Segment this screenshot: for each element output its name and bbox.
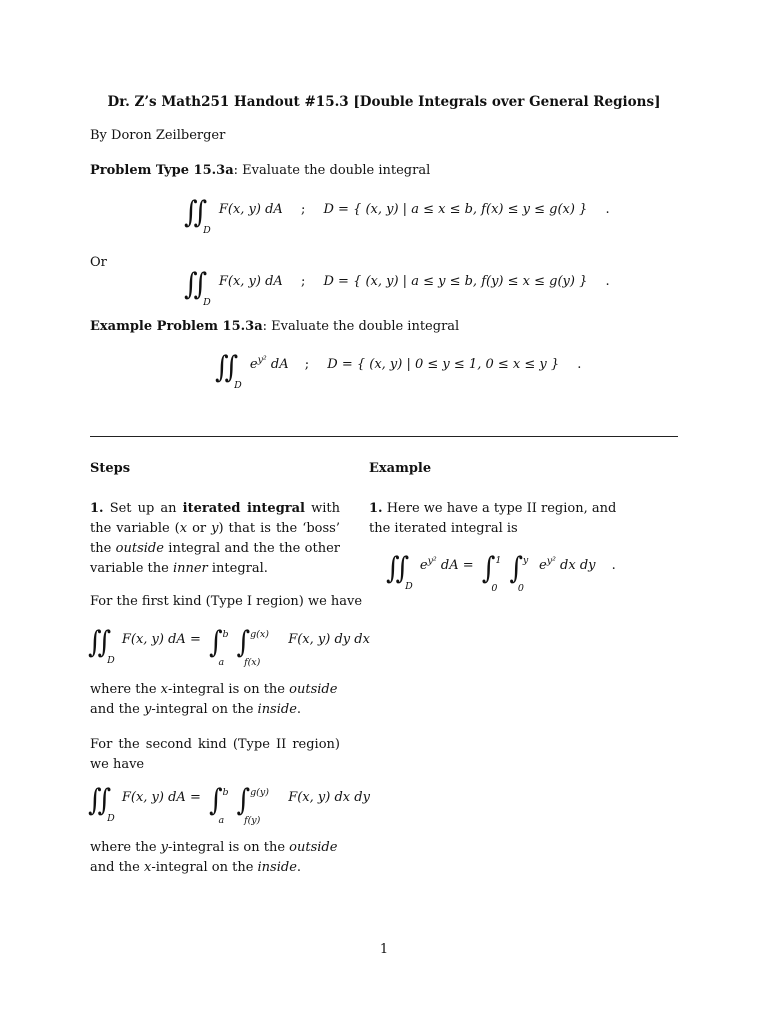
step1-text: integral. [207, 561, 268, 576]
exp-power: y² [546, 555, 556, 567]
formula3-period: . [577, 357, 582, 372]
step1-italic: inner [172, 561, 208, 576]
step1-text: or [187, 521, 212, 536]
example-lhs-da: dA = [440, 558, 474, 573]
integral-sign: ∫ [509, 551, 523, 587]
step1-text: integral and the the other variable the [90, 541, 340, 576]
integral-sign: ∫ [208, 783, 223, 819]
horizontal-rule [90, 436, 678, 437]
note-italic: inside [257, 860, 297, 875]
step1-italic: outside [115, 541, 164, 556]
type2-intro: For the second kind (Type II region) we have [90, 737, 340, 772]
formula1-period: . [605, 202, 610, 217]
integral-sign: ∫ [224, 350, 239, 386]
formula-type1-domain [184, 195, 610, 236]
inner-upper-limit: g(y) [250, 787, 269, 798]
domain-subscript: D [405, 581, 413, 592]
integral-sign: ∫ [386, 551, 400, 587]
example1-text: Here we have a type II region, and the iterated integral is [369, 501, 617, 536]
upper-limit: b [222, 787, 229, 798]
type1-rhs: F(x, y) dy dx [288, 632, 370, 647]
formula3-domain: D = { (x, y) | 0 ≤ y ≤ 1, 0 ≤ x ≤ y } [327, 357, 560, 372]
type1-note [90, 680, 342, 720]
var-y: y [144, 702, 152, 717]
integral-sign: ∫ [236, 783, 251, 819]
note-text: where the [90, 682, 161, 697]
note-text: -integral on the [151, 860, 258, 875]
step1-bold: iterated integral [182, 501, 305, 516]
example-lhs [419, 555, 474, 573]
lower-limit: a [218, 815, 225, 826]
upper-limit: b [222, 629, 229, 640]
lower-limit: 0 [491, 583, 498, 594]
domain-subscript: D [234, 380, 242, 391]
type2-lhs: F(x, y) dA = [121, 790, 201, 805]
exp-base: e [249, 357, 258, 372]
type1-lhs: F(x, y) dA = [121, 632, 201, 647]
example1-paragraph [369, 499, 619, 539]
integral-sign: ∫ [215, 350, 229, 386]
step1-text: Set up an [103, 501, 183, 516]
exp-base: e [539, 558, 547, 573]
integral-sign: ∫ [193, 267, 208, 303]
problem-type-text: : Evaluate the double integral [233, 163, 431, 178]
problem-type-label: Problem Type 15.3a [90, 163, 234, 178]
page-title: Dr. Z’s Math251 Handout #15.3 [Double Integrals over General Regions] [107, 94, 661, 110]
example-rhs-d: dx dy [560, 558, 596, 573]
formula1-domain: D = { (x, y) | a ≤ x ≤ b, f(x) ≤ y ≤ g(x) } [323, 202, 588, 217]
note-text: . [296, 860, 302, 875]
formula-type2-domain [184, 267, 610, 308]
example-rhs [539, 555, 596, 573]
note-text: and the [90, 702, 144, 717]
lower-limit: a [218, 657, 225, 668]
example1-number: 1. [369, 501, 383, 516]
exp-base: e [419, 558, 428, 573]
step1-paragraph [90, 499, 340, 579]
or-label: Or [90, 255, 107, 270]
var-x: x [160, 682, 168, 697]
integral-sign: ∫ [88, 625, 102, 661]
note-text: and the [90, 860, 144, 875]
example-problem-line [90, 319, 459, 334]
integral-sign: ∫ [97, 625, 112, 661]
formula-example [215, 350, 582, 391]
example-header: Example [369, 461, 432, 476]
page-number: 1 [379, 942, 389, 957]
inner-lower-limit: f(x) [244, 657, 261, 668]
var-y: y [160, 840, 169, 855]
upper-limit: 1 [495, 555, 502, 566]
example-problem-label: Example Problem 15.3a [90, 319, 263, 334]
note-text: . [296, 702, 302, 717]
note-italic: outside [289, 840, 338, 855]
inner-upper-limit: g(x) [250, 629, 269, 640]
integral-sign: ∫ [184, 195, 198, 231]
type1-intro: For the first kind (Type I region) we have [90, 594, 363, 609]
step1-text: ) that is the ‘boss’ the [90, 521, 340, 556]
domain-subscript: D [203, 225, 211, 236]
example-period: . [611, 558, 616, 573]
integral-sign: ∫ [88, 783, 102, 819]
integral-sign: ∫ [184, 267, 198, 303]
integral-sign: ∫ [481, 551, 496, 587]
formula1-integrand: F(x, y) dA [218, 202, 283, 217]
inner-lower-limit: f(y) [244, 815, 261, 826]
problem-type-line [90, 163, 430, 178]
step1-number: 1. [90, 501, 104, 516]
formula2-domain: D = { (x, y) | a ≤ y ≤ b, f(y) ≤ x ≤ g(y) } [323, 274, 588, 289]
integral-sign: ∫ [97, 783, 112, 819]
step1-text: with the variable ( [90, 501, 340, 536]
integral-sign: ∫ [193, 195, 208, 231]
note-italic: inside [257, 702, 297, 717]
domain-subscript: D [107, 813, 115, 824]
example-problem-text: : Evaluate the double integral [262, 319, 460, 334]
domain-subscript: D [203, 297, 211, 308]
var-x: x [144, 860, 152, 875]
formula2-separator: ; [300, 274, 306, 289]
type1-formula [88, 625, 370, 668]
integral-sign: ∫ [236, 625, 251, 661]
domain-subscript: D [107, 655, 115, 666]
formula2-integrand: F(x, y) dA [218, 274, 283, 289]
formula3-separator: ; [304, 357, 310, 372]
exp-power: y² [427, 555, 437, 567]
var-x: x [179, 521, 188, 536]
author-line: By Doron Zeilberger [90, 128, 226, 143]
steps-header: Steps [90, 461, 131, 476]
type2-formula [88, 783, 370, 826]
integral-sign: ∫ [395, 551, 410, 587]
var-y: y [211, 521, 219, 536]
type2-rhs: F(x, y) dx dy [288, 790, 370, 805]
formula3-da: dA [270, 357, 289, 372]
example-iterated-formula [386, 551, 616, 594]
exp-power: y² [257, 354, 267, 366]
inner-upper-limit: y [522, 555, 529, 566]
inner-lower-limit: 0 [517, 583, 524, 594]
note-text: -integral on the [151, 702, 258, 717]
formula2-period: . [605, 274, 610, 289]
note-italic: outside [289, 682, 338, 697]
formula1-separator: ; [300, 202, 306, 217]
formula3-integrand [249, 354, 289, 372]
note-text: -integral is on the [168, 682, 290, 697]
note-text: where the [90, 840, 161, 855]
note-text: -integral is on the [168, 840, 290, 855]
integral-sign: ∫ [208, 625, 223, 661]
type2-note [90, 838, 342, 878]
